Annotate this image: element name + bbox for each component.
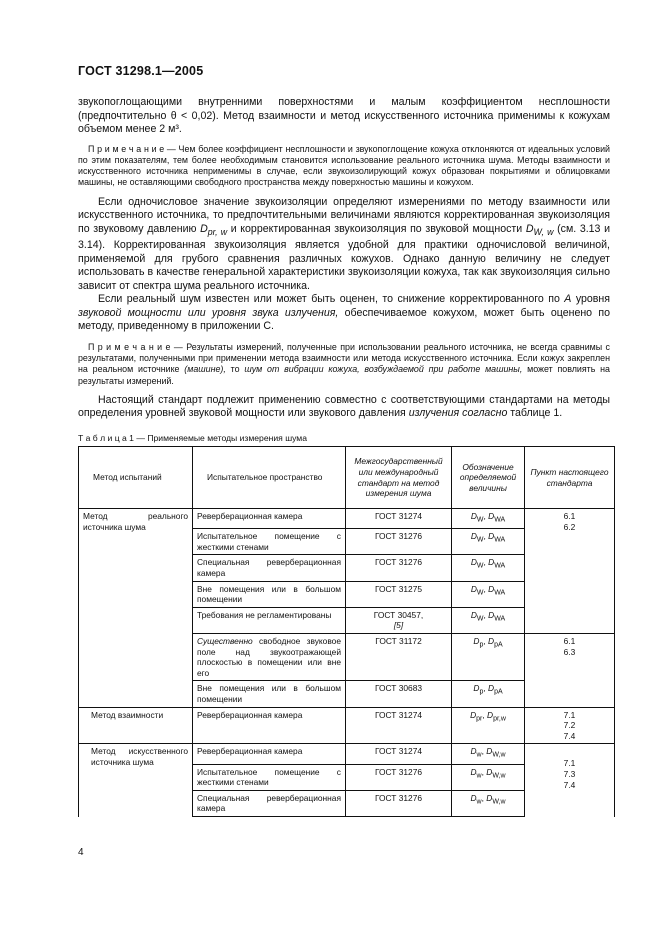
table-row: Специальная реверберационная камера ГОСТ 31276 $D_w$, $D_{W,w}$ xyxy=(79,790,615,816)
method-reciprocity: Метод взаимности xyxy=(79,707,193,744)
table-row: Специальная реверберационная камера ГОСТ 31276 $D_W$, $D_{WA}$ xyxy=(79,555,615,581)
paragraph-1: звукопоглощающими внутренними поверхностями и малым коэффициентом несплошности (предпочтительно θ < 0,02). Метод взаимности и метод искусственного источника применимы к кожухам объемом менее 2 м³. xyxy=(78,96,610,135)
header-method: Метод испытаний xyxy=(79,447,193,509)
header-clause: Пункт настоящего стандарта xyxy=(525,447,615,509)
table-row: Метод взаимности Реверберационная камера ГОСТ 31274 $D_{pr}$, $D_{pr,w}$ 7.1 7.2 7.4 xyxy=(79,707,615,744)
note-label: П р и м е ч а н и е — xyxy=(88,341,183,352)
method-real-source: Метод реального источника шума xyxy=(79,509,193,708)
method-artificial-source: Метод искусственного источника шума xyxy=(79,744,193,817)
note-2: П р и м е ч а н и е — Результаты измерений, полученные при использовании реального источника, не всегда сравнимы с результатами, полученными при применении метода взаимности или метода искусственного источника. Если кожух закреплен на реальном источнике (машине), то шум от вибрации кожуха, возбуждаемой при работе машины, может повлиять на результаты измерений. xyxy=(78,341,610,386)
note-1: П р и м е ч а н и е — Чем более коэффициент несплошности и звукопоглощение кожуха отклоняются от идеальных условий по этим показателям, тем более необходимым становится использование реального источника шума. Методы взаимности и искусственного источника неприменимы в случае, если звукоизолирующий кожух образован покрытиями и облицовками машины, не оставляющими свободного пространства между поверхностью машины и кожухом. xyxy=(78,143,610,188)
table-row: Метод реального источника шума Реверберационная камера ГОСТ 31274 $D_W$, $D_{WA}$ 6.1 6.2 xyxy=(79,509,615,529)
table-row: Вне помещения или в большом помещении ГОСТ 31275 $D_W$, $D_{WA}$ xyxy=(79,581,615,607)
methods-table xyxy=(78,446,615,817)
header-symbol: Обозначение определяемой величины xyxy=(452,447,525,509)
table-header-row xyxy=(79,447,615,509)
clause-cell: 7.1 7.3 7.4 xyxy=(525,744,615,817)
table-row: Вне помещения или в большом помещении ГОСТ 30683 $D_p$, $D_{pA}$ xyxy=(79,681,615,707)
body-text xyxy=(78,96,610,421)
header-space: Испытательное пространство xyxy=(193,447,346,509)
note-label: П р и м е ч а н и е — xyxy=(88,143,176,154)
table-row: Испытательное помещение с жесткими стенами ГОСТ 31276 $D_w$, $D_{W,w}$ xyxy=(79,764,615,790)
page-header: ГОСТ 31298.1—2005 xyxy=(78,64,204,78)
paragraph-2: Если одночисловое значение звукоизоляции определяют измерениями по методу взаимности или искусственного источника, то предпочтительными величинами являются корректированная звукоизоляция по звуковому давлению $D_{pr, w}$ и корректированная звукоизоляция по звуковой мощности $D_{W, w}$ (см. 3.13 и 3.14). Корректированная звукоизоляция является удобной для практики одночисловой величиной, применяемой для грубого сравнения различных кожухов. Однако данную величину не следует использовать в качестве генеральной характеристики звукоизоляции кожуха, так как звукоизоляция сильно зависит от спектра шума реального источника. xyxy=(78,195,610,292)
paragraph-4: Настоящий стандарт подлежит применению совместно с соответствующими стандартами на методы определения уровней звуковой мощности или звукового давления излучения согласно таблице 1. xyxy=(78,393,610,420)
table-row: Метод искусственного источника шума Реверберационная камера ГОСТ 31274 $D_w$, $D_{W,w}$ 7.1 7.3 7.4 xyxy=(79,744,615,764)
clause-cell: 6.1 6.2 xyxy=(525,509,615,634)
header-standard: Межгосударственный или международный стандарт на метод измерения шума xyxy=(346,447,452,509)
clause-cell: 6.1 6.3 xyxy=(525,634,615,708)
table-row: Требования не регламентированы ГОСТ 30457, [5] $D_W$, $D_{WA}$ xyxy=(79,607,615,633)
table-row: Существенно свободное звуковое поле над звукоотражающей плоскостью в помещении или вне его ГОСТ 31172 $D_p$, $D_{pA}$ 6.1 6.3 xyxy=(79,634,615,681)
paragraph-3: Если реальный шум известен или может быть оценен, то снижение корректированного по А уровня звуковой мощности или уровня звука излучения, обеспечиваемое кожухом, может быть оценено по методу, приведенному в приложении С. xyxy=(78,293,610,333)
page-number: 4 xyxy=(78,847,84,858)
clause-cell: 7.1 7.2 7.4 xyxy=(525,707,615,744)
table-caption: Т а б л и ц а 1 — Применяемые методы измерения шума xyxy=(78,433,307,443)
table-row: Испытательное помещение с жесткими стенами ГОСТ 31276 $D_W$, $D_{WA}$ xyxy=(79,529,615,555)
